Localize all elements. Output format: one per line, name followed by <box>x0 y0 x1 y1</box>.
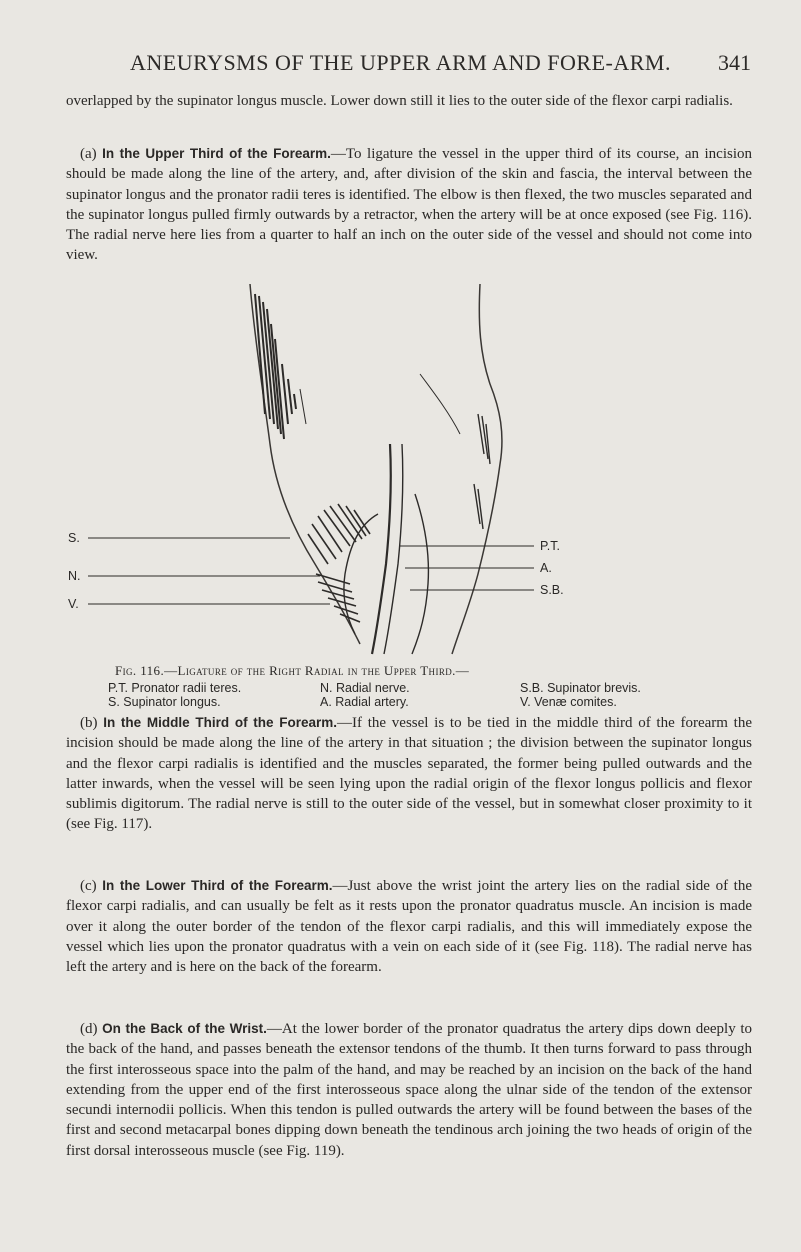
section-text: —Just above the wrist joint the artery lies on the radial side of the flexor carpi radialis, and can usually be felt as it rests upon the pronator quadratus muscle. An incision is made over it along the outer border of the tendon of the flexor carpi radialis, and this will immediately expose the vessel which lies upon the pronator quadratus with a vein on each side of it (see Fig. 118). The radial nerve has left the artery and is here on the back of the forearm. <box>66 878 752 976</box>
figure-caption: Fig. 116.—Ligature of the Right Radial in the Upper Third.— <box>115 663 470 678</box>
legend-entry: S. Supinator longus. <box>108 695 221 709</box>
legend-entry: S.B. Supinator brevis. <box>520 681 641 695</box>
legend-entry: N. Radial nerve. <box>320 681 410 695</box>
legend-column-2 <box>320 681 410 709</box>
page-number: 341 <box>718 50 751 75</box>
label-s: S. <box>68 531 80 545</box>
legend-entry: V. Venæ comites. <box>520 695 617 709</box>
section-heading: In the Lower Third of the Forearm. <box>102 878 333 893</box>
legend-column-1 <box>108 681 241 709</box>
paragraph-upper-third <box>66 144 752 266</box>
section-heading: In the Upper Third of the Forearm. <box>102 146 331 161</box>
section-heading: In the Middle Third of the Forearm. <box>103 715 338 730</box>
section-text: —To ligature the vessel in the upper third of its course, an incision should be made along the line of the artery, and, after division of the skin and fascia, the interval between the supinator longus and the pronator radii teres is identified. The elbow is then flexed, the two muscles separated and the supinator longus pulled firmly outwards by a retractor, when the artery will be at once exposed (see Fig. 116). The radial nerve here lies from a quarter to half an inch on the outer side of the vessel and should not come into view. <box>66 146 753 264</box>
legend-column-3 <box>520 681 641 709</box>
label-v: V. <box>68 597 79 611</box>
section-text: —If the vessel is to be tied in the middle third of the forearm the incision should be made along the line of the artery in that situation ; the division between the supinator longus and the flexor carpi radialis is identified and the muscles separated, the former being pulled outwards and the latter inwards, when the vessel will be seen lying upon the radial origin of the flexor longus pollicis and flexor sublimis digitorum. The radial nerve is still to the outer side of the vessel, but in somewhat closer proximity to it (see Fig. 117). <box>66 715 752 833</box>
section-marker: (a) <box>80 146 97 162</box>
running-title: ANEURYSMS OF THE UPPER ARM AND FORE-ARM. <box>130 50 671 75</box>
section-marker: (c) <box>80 878 97 894</box>
label-pt: P.T. <box>540 539 560 553</box>
section-heading: On the Back of the Wrist. <box>102 1021 267 1036</box>
paragraph-back-of-wrist <box>66 1019 752 1161</box>
legend-entry: A. Radial artery. <box>320 695 409 709</box>
section-marker: (b) <box>80 715 98 731</box>
legend-entry: P.T. Pronator radii teres. <box>108 681 242 695</box>
section-marker: (d) <box>80 1021 98 1037</box>
paragraph-continuation: overlapped by the supinator longus muscle. Lower down still it lies to the outer side of the flexor carpi radialis. <box>66 93 733 109</box>
label-n: N. <box>68 569 81 583</box>
paragraph-lower-third <box>66 876 752 977</box>
figure-116-illustration <box>60 284 760 664</box>
label-sb: S.B. <box>540 583 564 597</box>
paragraph-middle-third <box>66 713 752 835</box>
label-a: A. <box>540 561 552 575</box>
section-text: —At the lower border of the pronator quadratus the artery dips down deeply to the back of the hand, and passes beneath the extensor tendons of the thumb. It then turns forward to pass through the first interosseous space into the palm of the hand, and may be reached by an incision on the back of the hand extending from the upper end of the first interosseous space along the ulnar side of the tendon of the extensor secundi internodii pollicis. When this tendon is pulled outwards the artery will be found between the bases of the first and second metacarpal bones dipping down beneath the tendinous arch joining the two heads of origin of the first dorsal interosseous muscle (see Fig. 119). <box>66 1021 752 1159</box>
